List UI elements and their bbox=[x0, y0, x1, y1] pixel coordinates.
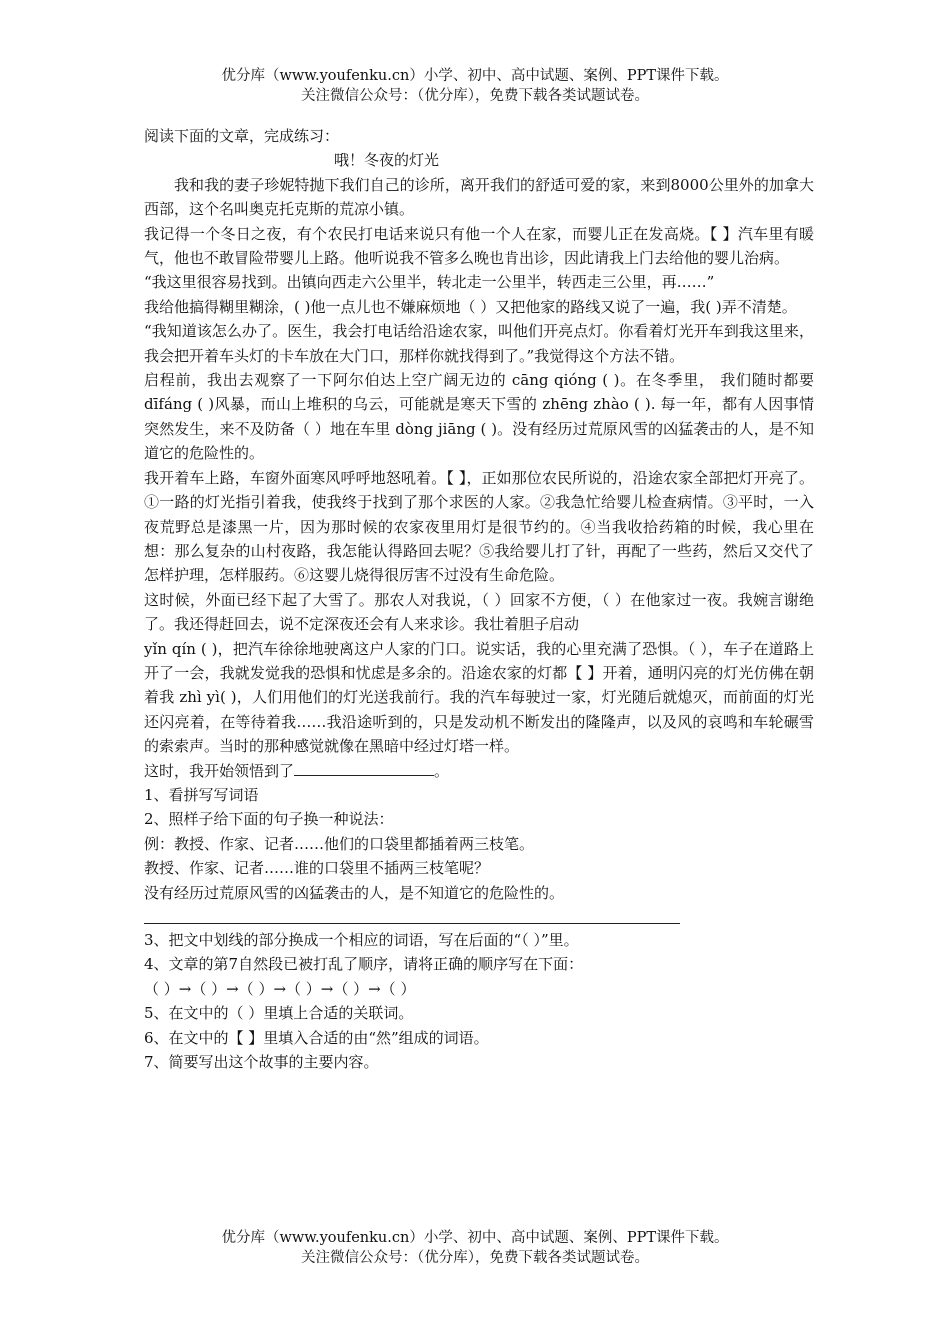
question-2-answer-line[interactable] bbox=[144, 905, 680, 924]
question-2-task: 没有经历过荒原风雪的凶猛袭击的人，是不知道它的危险性的。 bbox=[144, 883, 565, 902]
paragraph-2: 我记得一个冬日之夜，有个农民打电话来说只有他一个人在家，而婴儿正在发高烧。【 】汽车里有暖气，他也不敢冒险带婴儿上路。他听说我不管多么晚也肯出诊，因此请我上门去给他的婴儿治病。 bbox=[144, 224, 814, 268]
realization-line bbox=[144, 759, 814, 783]
question-4-order-slots: （ ）→（ ）→（ ）→（ ）→（ ）→（ ） bbox=[144, 979, 416, 998]
intro-instruction: 阅读下面的文章，完成练习： bbox=[144, 127, 340, 145]
article-title: 哦！冬夜的灯光 bbox=[334, 151, 440, 170]
question-3: 3、把文中划线的部分换成一个相应的词语，写在后面的“（ ）”里。 bbox=[144, 931, 579, 949]
question-5: 5、在文中的（ ）里填上合适的关联词。 bbox=[144, 1004, 414, 1023]
question-2-example: 例：教授、作家、记者……他们的口袋里都插着两三枝笔。 bbox=[144, 834, 535, 853]
question-6: 6、在文中的【 】里填入合适的由“然”组成的词语。 bbox=[144, 1028, 489, 1047]
page-footer bbox=[0, 1228, 950, 1268]
paragraph-6: 启程前，我出去观察了一下阿尔伯达上空广阔无边的 cāng qióng ( )。在冬季里， 我们随时都要 dīfáng ( )风暴，而山上堆积的乌云，可能就是寒天下雪的 zhēng zhào ( ). 每一年，都有人因事情突然发生，来不及防备（ ）地在车里 dòng jiāng ( )。没有经历过荒原风雪的凶猛袭击的人，是不知道它的危险性的。 bbox=[144, 371, 814, 463]
realization-prefix: 这时，我开始领悟到了 bbox=[144, 761, 295, 780]
page-header bbox=[0, 66, 950, 106]
realization-suffix: 。 bbox=[434, 761, 450, 780]
paragraph-9: yǐn qín ( )，把汽车徐徐地驶离这户人家的门口。说实话，我的心里充满了恐惧。（ ），车子在道路上开了一会，我就发觉我的恐惧和忧虑是多余的。沿途农家的灯都【 】开着，通明闪亮的灯光仿佛在朝着我 zhì yì( )，人们用他们的灯光送我前行。我的汽车每驶过一家，灯光随后就熄灭，而前面的灯光还闪亮着，在等待着我……我沿途听到的，只是发动机不断发出的隆隆声，以及风的哀鸣和车轮碾雪的索索声。当时的那种感觉就像在黑暗中经过灯塔一样。 bbox=[144, 639, 814, 756]
paragraph-7: 我开着车上路，车窗外面寒风呼呼地怒吼着。【 】，正如那位农民所说的，沿途农家全部把灯开亮了。①一路的灯光指引着我，使我终于找到了那个求医的人家。②我急忙给婴儿检查病情。③平时，一入夜荒野总是漆黑一片，因为那时候的农家夜里用灯是很节约的。④当我收拾药箱的时候，我心里在想：那么复杂的山村夜路，我怎能认得路回去呢？⑤我给婴儿打了针，再配了一些药，然后又交代了怎样护理，怎样服药。⑥这婴儿烧得很厉害不过没有生命危险。 bbox=[144, 468, 814, 585]
question-1: 1、看拼写写词语 bbox=[144, 785, 259, 804]
footer-line-1: 优分库（www.youfenku.cn）小学、初中、高中试题、案例、PPT课件下载。 bbox=[221, 1230, 729, 1246]
document-body bbox=[144, 124, 814, 1074]
paragraph-4: 我给他搞得糊里糊涂，( )他一点儿也不嫌麻烦地（ ）又把他家的路线又说了一遍，我( )弄不清楚。 bbox=[144, 297, 797, 316]
realization-answer-blank[interactable] bbox=[294, 759, 434, 776]
header-line-1: 优分库（www.youfenku.cn）小学、初中、高中试题、案例、PPT课件下载。 bbox=[221, 68, 729, 84]
paragraph-1: 我和我的妻子珍妮特抛下我们自己的诊所，离开我们的舒适可爱的家，来到8000公里外的加拿大西部，这个名叫奥克托克斯的荒凉小镇。 bbox=[144, 175, 814, 219]
header-line-2: 关注微信公众号：（优分库），免费下载各类试题试卷。 bbox=[301, 88, 649, 104]
paragraph-8: 这时候，外面已经下起了大雪了。那农人对我说，（ ）回家不方便，（ ）在他家过一夜。我婉言谢绝了。我还得赶回去，说不定深夜还会有人来求诊。我壮着胆子启动 bbox=[144, 590, 814, 634]
question-7: 7、简要写出这个故事的主要内容。 bbox=[144, 1053, 379, 1072]
footer-line-2: 关注微信公众号：（优分库），免费下载各类试题试卷。 bbox=[301, 1250, 649, 1266]
question-2: 2、照样子给下面的句子换一种说法： bbox=[144, 810, 394, 829]
question-4: 4、文章的第7自然段已被打乱了顺序，请将正确的顺序写在下面： bbox=[144, 955, 584, 974]
paragraph-3: “我这里很容易找到。出镇向西走六公里半，转北走一公里半，转西走三公里，再……” bbox=[144, 273, 715, 292]
question-2-example-answer: 教授、作家、记者……谁的口袋里不插两三枝笔呢？ bbox=[144, 859, 490, 878]
paragraph-5: “我知道该怎么办了。医生，我会打电话给沿途农家，叫他们开亮点灯。你看着灯光开车到我这里来，我会把开着车头灯的卡车放在大门口，那样你就找得到了。”我觉得这个方法不错。 bbox=[144, 322, 814, 365]
